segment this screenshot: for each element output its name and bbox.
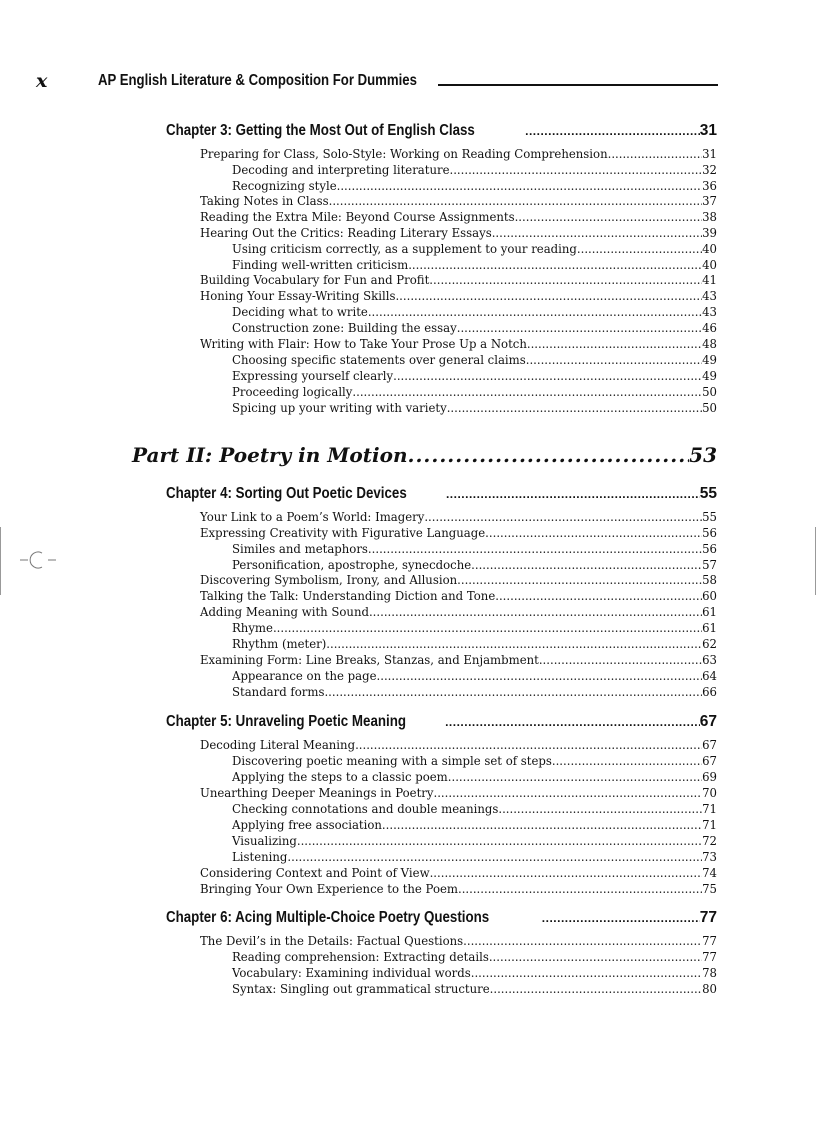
toc-page-number: 53 — [689, 443, 717, 467]
toc-entry-title: Checking connotations and double meanings — [232, 802, 499, 816]
dot-leader — [515, 210, 703, 225]
toc-section[interactable] — [200, 934, 717, 949]
toc-chapter[interactable] — [166, 909, 717, 927]
dot-leader — [495, 589, 702, 604]
dot-leader — [393, 369, 702, 384]
toc-subsection[interactable] — [232, 353, 717, 368]
dot-leader — [377, 669, 703, 684]
dot-leader — [355, 738, 702, 753]
dot-leader — [577, 242, 702, 257]
toc-page-number: 31 — [702, 147, 717, 161]
toc-page-number: 43 — [702, 305, 717, 319]
toc-page-number: 61 — [702, 621, 717, 635]
dot-leader — [527, 337, 702, 352]
toc-subsection[interactable] — [232, 834, 717, 849]
toc-page-number: 66 — [702, 685, 717, 699]
toc-page-number: 60 — [702, 589, 717, 603]
toc-subsection[interactable] — [232, 305, 717, 320]
dot-leader — [430, 866, 703, 881]
toc-page-number: 69 — [702, 770, 717, 784]
toc-page-number: 78 — [702, 966, 717, 980]
toc-entry-title: Visualizing — [232, 834, 297, 848]
toc-entry-title: Discovering poetic meaning with a simple set of steps — [232, 754, 552, 768]
toc-entry-title: Expressing yourself clearly — [232, 369, 394, 383]
toc-page-number: 71 — [702, 818, 717, 832]
toc-entry-title: Appearance on the page — [232, 669, 377, 683]
toc-page-number: 58 — [702, 573, 717, 587]
toc-entry-title: Chapter 4: Sorting Out Poetic Devices — [166, 485, 407, 502]
header-rule — [438, 84, 718, 86]
toc-subsection[interactable] — [232, 321, 717, 336]
toc-subsection[interactable] — [232, 818, 717, 833]
dot-leader — [490, 982, 702, 997]
dot-leader — [446, 485, 700, 503]
toc-entry-title: Finding well-written criticism — [232, 258, 409, 272]
toc-section[interactable] — [200, 210, 717, 225]
toc-page-number: 61 — [702, 605, 717, 619]
toc-entry-title: Chapter 5: Unraveling Poetic Meaning — [166, 713, 406, 730]
toc-entry-title: Chapter 3: Getting the Most Out of English Class — [166, 122, 475, 139]
toc-section[interactable] — [200, 882, 717, 897]
toc-page-number: 67 — [702, 738, 717, 752]
dot-leader — [424, 510, 702, 525]
dot-leader — [539, 653, 702, 668]
toc-page-number: 55 — [702, 510, 717, 524]
toc-page-number: 57 — [702, 558, 717, 572]
toc-page-number: 56 — [702, 526, 717, 540]
toc-page-number: 38 — [702, 210, 717, 224]
toc-page-number: 77 — [702, 934, 717, 948]
toc-section[interactable] — [200, 273, 717, 288]
dot-leader — [447, 401, 702, 416]
toc-page-number: 64 — [702, 669, 717, 683]
toc-part[interactable] — [132, 443, 717, 467]
toc-section[interactable] — [200, 194, 717, 209]
toc-subsection[interactable] — [232, 385, 717, 400]
dot-leader — [552, 754, 702, 769]
toc-entry-title: Standard forms — [232, 685, 325, 699]
toc-subsection[interactable] — [232, 637, 717, 652]
registration-mark-icon — [18, 548, 58, 572]
toc-entry-title: Considering Context and Point of View — [200, 866, 430, 880]
dot-leader — [471, 558, 702, 573]
dot-leader — [448, 770, 702, 785]
dot-leader — [273, 621, 702, 636]
dot-leader — [457, 321, 702, 336]
toc-entry-title: Deciding what to write — [232, 305, 368, 319]
toc-page-number: 49 — [702, 353, 717, 367]
toc-page-number: 75 — [702, 882, 717, 896]
toc-chapter[interactable] — [166, 713, 717, 731]
toc-page-number: 49 — [702, 369, 717, 383]
toc-section[interactable] — [200, 226, 717, 241]
toc-entry-title: Examining Form: Line Breaks, Stanzas, and Enjambment — [200, 653, 539, 667]
toc-section[interactable] — [200, 605, 717, 620]
dot-leader — [287, 850, 702, 865]
toc-subsection[interactable] — [232, 802, 717, 817]
dot-leader — [369, 605, 702, 620]
toc-page-number: 41 — [702, 273, 717, 287]
toc-subsection[interactable] — [232, 163, 717, 178]
toc-page-number: 72 — [702, 834, 717, 848]
toc-subsection[interactable] — [232, 621, 717, 636]
toc-page-number: 50 — [702, 385, 717, 399]
toc-subsection[interactable] — [232, 950, 717, 965]
dot-leader — [382, 818, 702, 833]
toc-entry-title: Syntax: Singling out grammatical structure — [232, 982, 490, 996]
toc-entry-title: Part II: Poetry in Motion — [132, 443, 408, 467]
toc-page-number: 36 — [702, 179, 717, 193]
dot-leader — [492, 226, 702, 241]
toc-section[interactable] — [200, 337, 717, 352]
toc-section[interactable] — [200, 289, 717, 304]
toc-page-number: 74 — [702, 866, 717, 880]
toc-page-number: 31 — [699, 122, 717, 139]
dot-leader — [368, 305, 702, 320]
toc-entry-title: Unearthing Deeper Meanings in Poetry — [200, 786, 434, 800]
dot-leader — [608, 147, 703, 162]
dot-leader — [324, 685, 702, 700]
toc-page-number: 73 — [702, 850, 717, 864]
toc-entry-title: Talking the Talk: Understanding Diction and Tone — [200, 589, 496, 603]
page-number: x — [36, 70, 48, 92]
toc-page-number: 71 — [702, 802, 717, 816]
toc-entry-title: Chapter 6: Acing Multiple-Choice Poetry Questions — [166, 909, 490, 926]
toc-section[interactable] — [200, 573, 717, 588]
toc-page-number: 43 — [702, 289, 717, 303]
toc-entry-title: Personification, apostrophe, synecdoche — [232, 558, 472, 572]
toc-section[interactable] — [200, 786, 717, 801]
dot-leader — [526, 353, 702, 368]
toc-entry-title: Preparing for Class, Solo-Style: Working on Reading Comprehension — [200, 147, 608, 161]
toc-entry-title: Rhythm (meter) — [232, 637, 327, 651]
dot-leader — [329, 194, 703, 209]
toc-entry-title: Reading comprehension: Extracting details — [232, 950, 489, 964]
dot-leader — [489, 950, 702, 965]
dot-leader — [445, 713, 700, 731]
toc-page-number: 77 — [699, 909, 717, 926]
dot-leader — [463, 934, 702, 949]
toc-subsection[interactable] — [232, 966, 717, 981]
toc-entry-title: Bringing Your Own Experience to the Poem — [200, 882, 458, 896]
toc-section[interactable] — [200, 510, 717, 525]
toc-page-number: 46 — [702, 321, 717, 335]
dot-leader — [471, 966, 702, 981]
toc-entry-title: Honing Your Essay-Writing Skills — [200, 289, 396, 303]
toc-subsection[interactable] — [232, 242, 717, 257]
dot-leader — [368, 542, 702, 557]
toc-entry-title: Taking Notes in Class — [200, 194, 329, 208]
dot-leader — [337, 179, 703, 194]
toc-subsection[interactable] — [232, 558, 717, 573]
toc-page-number: 55 — [699, 485, 717, 502]
toc-section[interactable] — [200, 526, 717, 541]
toc-subsection[interactable] — [232, 754, 717, 769]
toc-entry-title: Decoding Literal Meaning — [200, 738, 356, 752]
crop-line-left — [0, 527, 1, 595]
toc-page-number: 40 — [702, 242, 717, 256]
toc-entry-title: Listening — [232, 850, 288, 864]
toc-page-number: 48 — [702, 337, 717, 351]
dot-leader — [542, 909, 700, 927]
toc-page-number: 80 — [702, 982, 717, 996]
dot-leader — [395, 289, 702, 304]
dot-leader — [485, 526, 702, 541]
toc-entry-title: Decoding and interpreting literature — [232, 163, 450, 177]
toc-subsection[interactable] — [232, 982, 717, 997]
toc-entry-title: Recognizing style — [232, 179, 337, 193]
toc-subsection[interactable] — [232, 179, 717, 194]
dot-leader — [525, 122, 700, 140]
toc-entry-title: Similes and metaphors — [232, 542, 368, 556]
toc-entry-title: Using criticism correctly, as a supplement to your reading — [232, 242, 577, 256]
toc-entry-title: The Devil’s in the Details: Factual Questions — [200, 934, 464, 948]
toc-subsection[interactable] — [232, 542, 717, 557]
dot-leader — [498, 802, 702, 817]
toc-section[interactable] — [200, 738, 717, 753]
toc-page-number: 70 — [702, 786, 717, 800]
toc-subsection[interactable] — [232, 770, 717, 785]
dot-leader — [408, 258, 702, 273]
toc-entry-title: Applying the steps to a classic poem — [232, 770, 448, 784]
toc-subsection[interactable] — [232, 850, 717, 865]
toc-entry-title: Discovering Symbolism, Irony, and Allusion — [200, 573, 458, 587]
toc-subsection[interactable] — [232, 369, 717, 384]
toc-entry-title: Writing with Flair: How to Take Your Prose Up a Notch — [200, 337, 527, 351]
toc-page-number: 39 — [702, 226, 717, 240]
toc-chapter[interactable] — [166, 122, 717, 140]
book-title: AP English Literature & Composition For Dummies — [98, 72, 417, 89]
toc-page-number: 62 — [702, 637, 717, 651]
toc-entry-title: Spicing up your writing with variety — [232, 401, 447, 415]
toc-page-number: 63 — [702, 653, 717, 667]
toc-entry-title: Hearing Out the Critics: Reading Literary Essays — [200, 226, 492, 240]
toc-entry-title: Building Vocabulary for Fun and Profit — [200, 273, 430, 287]
toc-page-number: 56 — [702, 542, 717, 556]
dot-leader — [352, 385, 702, 400]
dot-leader — [407, 443, 689, 467]
toc-page-number: 77 — [702, 950, 717, 964]
dot-leader — [297, 834, 702, 849]
toc-entry-title: Expressing Creativity with Figurative Language — [200, 526, 486, 540]
toc-entry-title: Applying free association — [232, 818, 382, 832]
dot-leader — [458, 882, 702, 897]
toc-subsection[interactable] — [232, 401, 717, 416]
toc-entry-title: Construction zone: Building the essay — [232, 321, 457, 335]
toc-entry-title: Proceeding logically — [232, 385, 353, 399]
dot-leader — [429, 273, 702, 288]
toc-subsection[interactable] — [232, 258, 717, 273]
toc-entry-title: Reading the Extra Mile: Beyond Course Assignments — [200, 210, 515, 224]
toc-entry-title: Your Link to a Poem’s World: Imagery — [200, 510, 425, 524]
dot-leader — [457, 573, 702, 588]
toc-entry-title: Rhyme — [232, 621, 273, 635]
toc-subsection[interactable] — [232, 685, 717, 700]
toc-entry-title: Adding Meaning with Sound — [200, 605, 369, 619]
toc-page-number: 50 — [702, 401, 717, 415]
dot-leader — [326, 637, 702, 652]
dot-leader — [450, 163, 703, 178]
toc-chapter[interactable] — [166, 485, 717, 503]
toc-section[interactable] — [200, 866, 717, 881]
toc-subsection[interactable] — [232, 669, 717, 684]
toc-section[interactable] — [200, 147, 717, 162]
toc-page-number: 67 — [699, 713, 717, 730]
toc-page-number: 37 — [702, 194, 717, 208]
toc-page-number: 40 — [702, 258, 717, 272]
toc-page-number: 32 — [702, 163, 717, 177]
toc-section[interactable] — [200, 589, 717, 604]
toc-page-number: 67 — [702, 754, 717, 768]
toc-entry-title: Choosing specific statements over general claims — [232, 353, 526, 367]
running-header — [36, 70, 718, 92]
toc-entry-title: Vocabulary: Examining individual words — [232, 966, 471, 980]
toc-section[interactable] — [200, 653, 717, 668]
dot-leader — [434, 786, 703, 801]
